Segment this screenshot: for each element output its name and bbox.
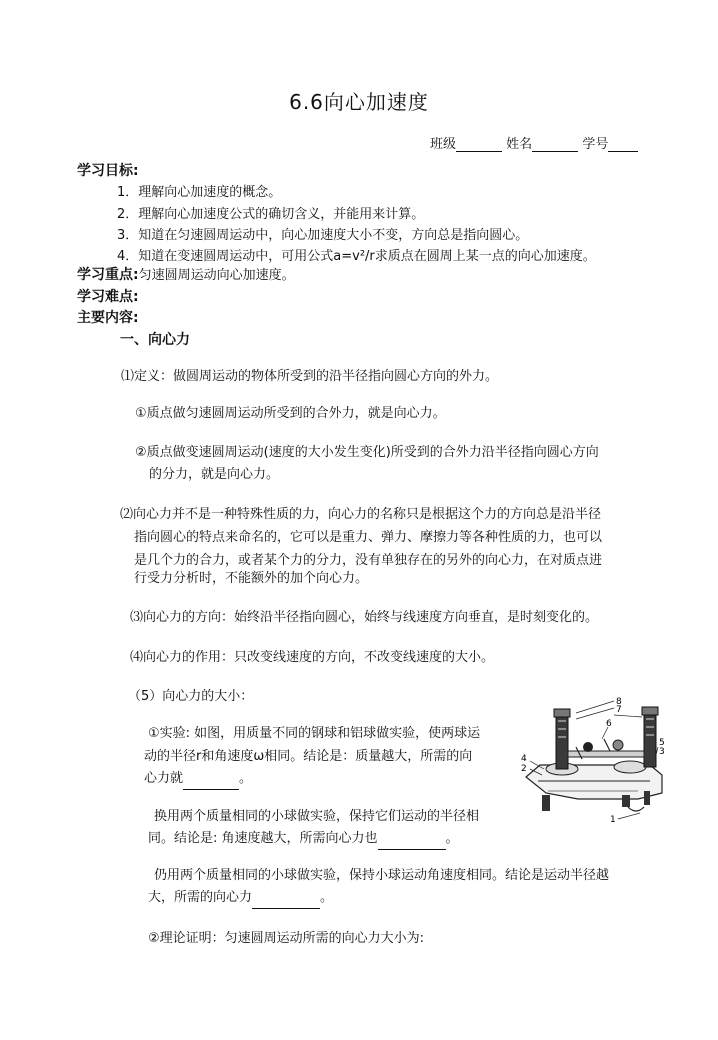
page-title: 6.6向心加速度 [289, 90, 429, 114]
left-sleeve [556, 715, 568, 769]
objective-item: 2．理解向心加速度公式的确切含义，并能用来计算。 [117, 207, 425, 222]
difficulty-label: 学习难点: [77, 289, 139, 305]
figure-label: 3 [659, 747, 665, 757]
figure-label: 8 [616, 697, 622, 707]
definition-point-a: ①质点做匀速圆周运动所受到的合外力，就是向心力。 [135, 406, 446, 421]
definition-point-b-line2: 的分力，就是向心力。 [149, 467, 280, 482]
experiment-line3: 心力就 。 [144, 767, 252, 790]
experiment2-line2: 同。结论是: 角速度越大，所需向心力也 。 [148, 827, 459, 850]
number-label: 学号 [582, 137, 609, 152]
apparatus-leg [644, 791, 650, 805]
figure-label: 1 [610, 815, 616, 825]
centripetal-apparatus-figure [518, 695, 668, 835]
apparatus-leg [542, 795, 550, 811]
number-blank[interactable] [608, 137, 638, 152]
answer-blank[interactable] [183, 775, 239, 790]
section-heading: 一、向心力 [120, 332, 190, 348]
paragraph-2-line4: 行受力分析时，不能额外的加个向心力。 [134, 571, 369, 586]
objective-item: 1．理解向心加速度的概念。 [117, 185, 282, 200]
paragraph-2-line3: 是几个力的合力，或者某个力的分力，没有单独存在的另外的向心力，在对质点进 [134, 553, 603, 568]
paragraph-5: （5）向心力的大小： [128, 689, 254, 704]
class-info-line [430, 133, 638, 152]
figure-label: 4 [521, 754, 527, 764]
paragraph-2-line2: 指向圆心的特点来命名的，它可以是重力、弹力、摩擦力等各种性质的力，也可以 [134, 530, 603, 545]
crank-handle [628, 807, 644, 811]
experiment-line3-text: 心力就 [144, 771, 184, 786]
figure-label: 5 [659, 738, 665, 748]
apparatus-leg [622, 795, 630, 807]
experiment3-line1: 仍用两个质量相同的小球做实验，保持小球运动角速度相同。结论是运动半径越 [154, 868, 610, 883]
experiment-line2: 动的半径r和角速度ω相同。结论是：质量越大，所需的向 [144, 749, 473, 764]
experiment3-line2: 大，所需的向心力 。 [148, 886, 333, 909]
right-sleeve [644, 713, 656, 767]
objectives-heading: 学习目标: [77, 163, 139, 179]
key-point-text: 匀速圆周运动向心加速度。 [138, 268, 295, 283]
experiment-line1: ①实验: 如图，用质量不同的钢球和铝球做实验，使两球运 [148, 726, 481, 741]
experiment2-line1: 换用两个质量相同的小球做实验，保持它们运动的半径相 [154, 809, 480, 824]
answer-blank[interactable] [378, 835, 446, 850]
name-label: 姓名 [506, 137, 533, 152]
aluminum-ball [613, 740, 623, 750]
definition-point-b-line1: ②质点做变速圆周运动(速度的大小发生变化)所受到的合外力沿半径指向圆心方向 [135, 445, 599, 460]
experiment2-line2-text: 同。结论是: 角速度越大，所需向心力也 [148, 831, 378, 846]
experiment3-line2-text: 大，所需的向心力 [148, 890, 253, 905]
paragraph-4: ⑷向心力的作用：只改变线速度的方向，不改变线速度的大小。 [130, 650, 495, 665]
figure-label: 6 [606, 719, 612, 729]
name-blank[interactable] [532, 137, 578, 152]
main-content-label: 主要内容: [77, 310, 139, 326]
figure-label: 7 [616, 705, 622, 715]
class-label: 班级 [430, 137, 457, 152]
steel-ball [583, 742, 593, 752]
definition-text: ⑴定义：做圆周运动的物体所受到的沿半径指向圆心方向的外力。 [121, 369, 499, 384]
key-point [77, 264, 295, 284]
theory-proof: ②理论证明：匀速圆周运动所需的向心力大小为: [148, 931, 425, 946]
objective-item: 3．知道在匀速圆周运动中，向心加速度大小不变，方向总是指向圆心。 [117, 228, 529, 243]
answer-blank[interactable] [252, 894, 320, 909]
key-point-label: 学习重点: [77, 267, 139, 283]
paragraph-2-line1: ⑵向心力并不是一种特殊性质的力，向心力的名称只是根据这个力的方向总是沿半径 [120, 507, 602, 522]
paragraph-3: ⑶向心力的方向：始终沿半径指向圆心，始终与线速度方向垂直，是时刻变化的。 [130, 610, 599, 625]
class-blank[interactable] [456, 137, 502, 152]
figure-label: 2 [521, 764, 527, 774]
objective-item: 4．知道在变速圆周运动中，可用公式a=v²/r求质点在圆周上某一点的向心加速度。 [117, 249, 596, 264]
